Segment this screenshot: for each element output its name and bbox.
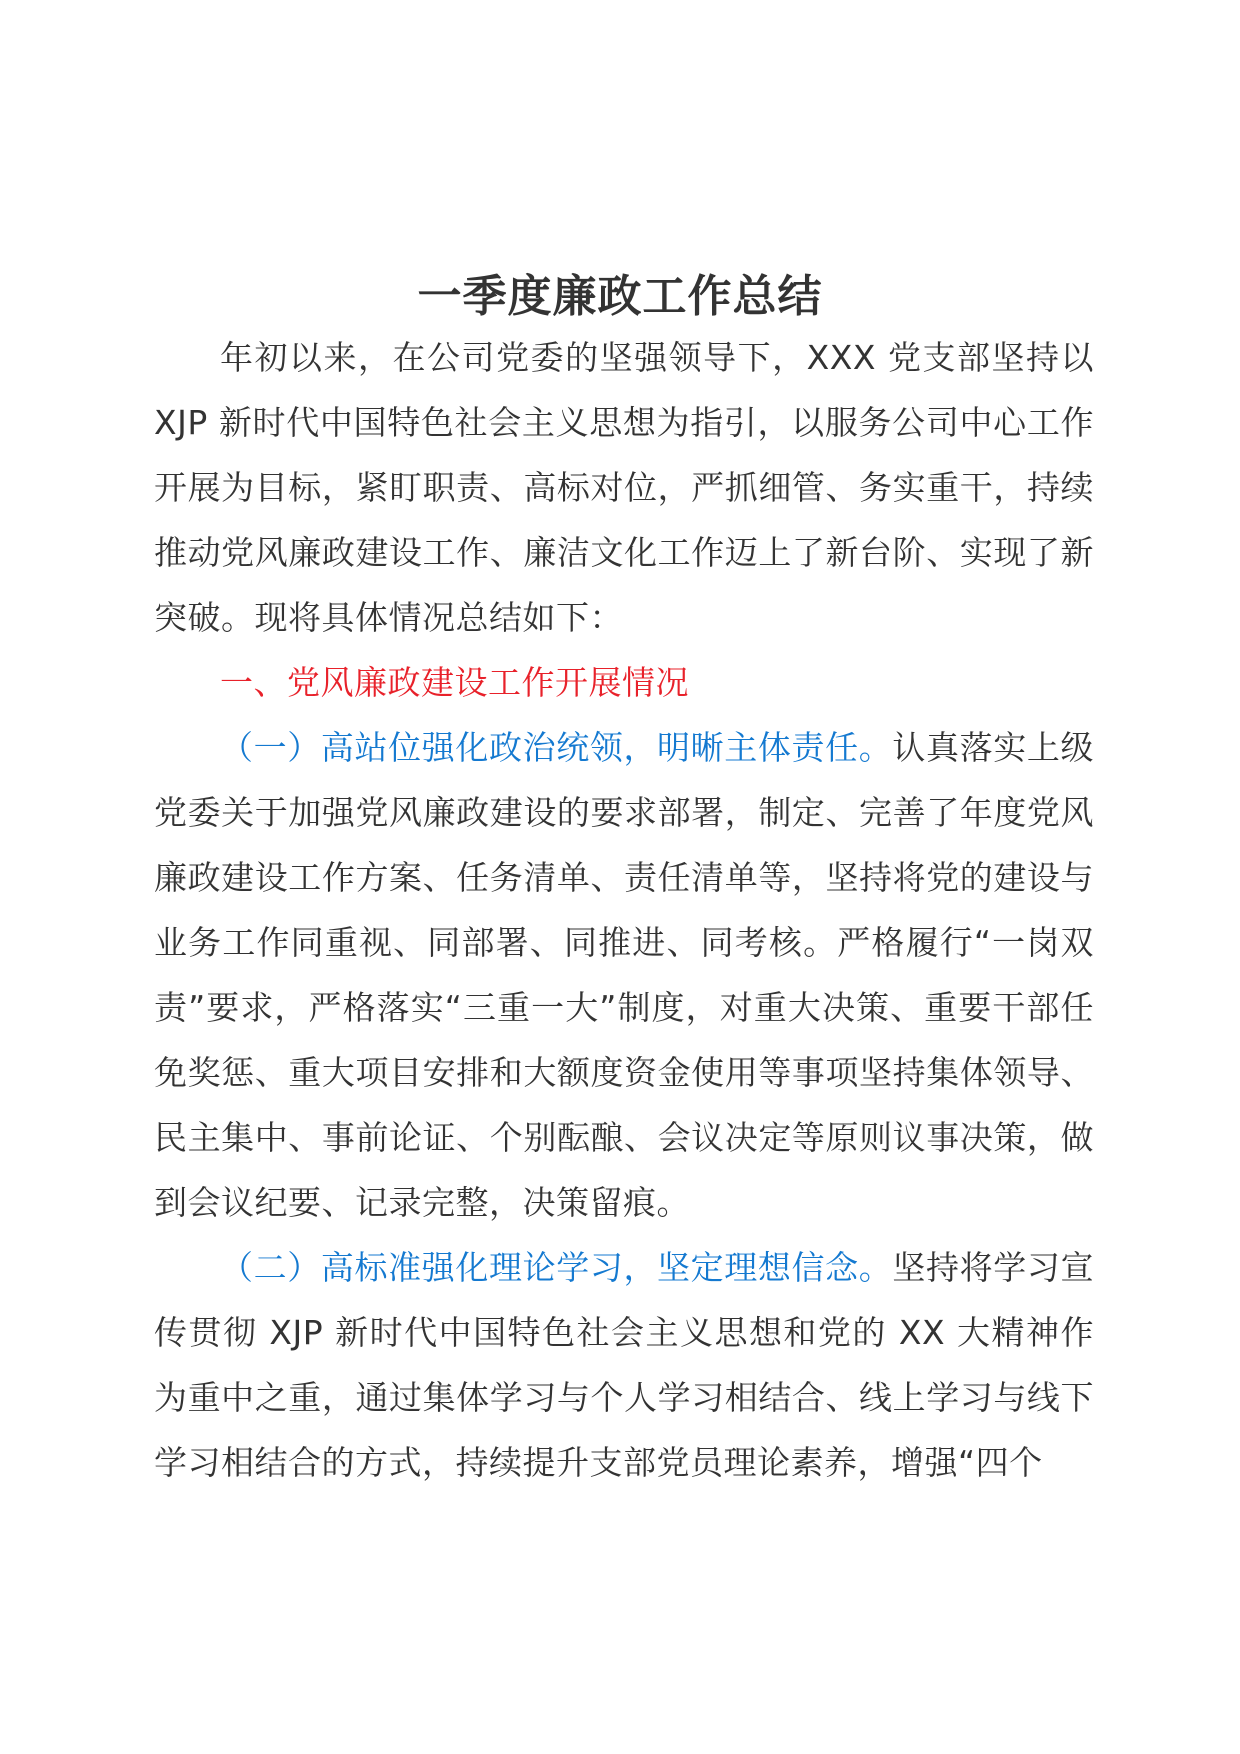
section-heading: 一、党风廉政建设工作开展情况 <box>220 663 689 702</box>
subsection-body-2: 坚持将学习宣传贯彻 XJP 新时代中国特色社会主义思想和党的 XX 大精神作为重中之重，通过集体学习与个人学习相结合、线上学习与线下学习相结合的方式，持续提升支部党员理论素养，增强“四个 <box>154 1248 1095 1482</box>
intro-paragraph: 年初以来，在公司党委的坚强领导下，XXX 党支部坚持以 XJP 新时代中国特色社会主义思想为指引，以服务公司中心工作开展为目标，紧盯职责、高标对位，严抓细管、务实重干，持续推动党风廉政建设工作、廉洁文化工作迈上了新台阶、实现了新突破。现将具体情况总结如下： <box>154 338 1094 637</box>
subsection-paragraph-1 <box>154 715 1094 1235</box>
subsection-body-1: 认真落实上级党委关于加强党风廉政建设的要求部署，制定、完善了年度党风廉政建设工作方案、任务清单、责任清单等，坚持将党的建设与业务工作同重视、同部署、同推进、同考核。严格履行“一岗双责”要求，严格落实“三重一大”制度，对重大决策、重要干部任免奖惩、重大项目安排和大额度资金使用等事项坚持集体领导、民主集中、事前论证、个别酝酿、会议决定等原则议事决策，做到会议纪要、记录完整，决策留痕。 <box>154 728 1095 1222</box>
subsection-heading-1: （一）高站位强化政治统领，明晰主体责任。 <box>220 728 893 767</box>
page-title: 一季度廉政工作总结 <box>417 271 823 323</box>
subsection-paragraph-2 <box>154 1235 1094 1495</box>
subsection-heading-2: （二）高标准强化理论学习，坚定理想信念。 <box>220 1248 893 1287</box>
